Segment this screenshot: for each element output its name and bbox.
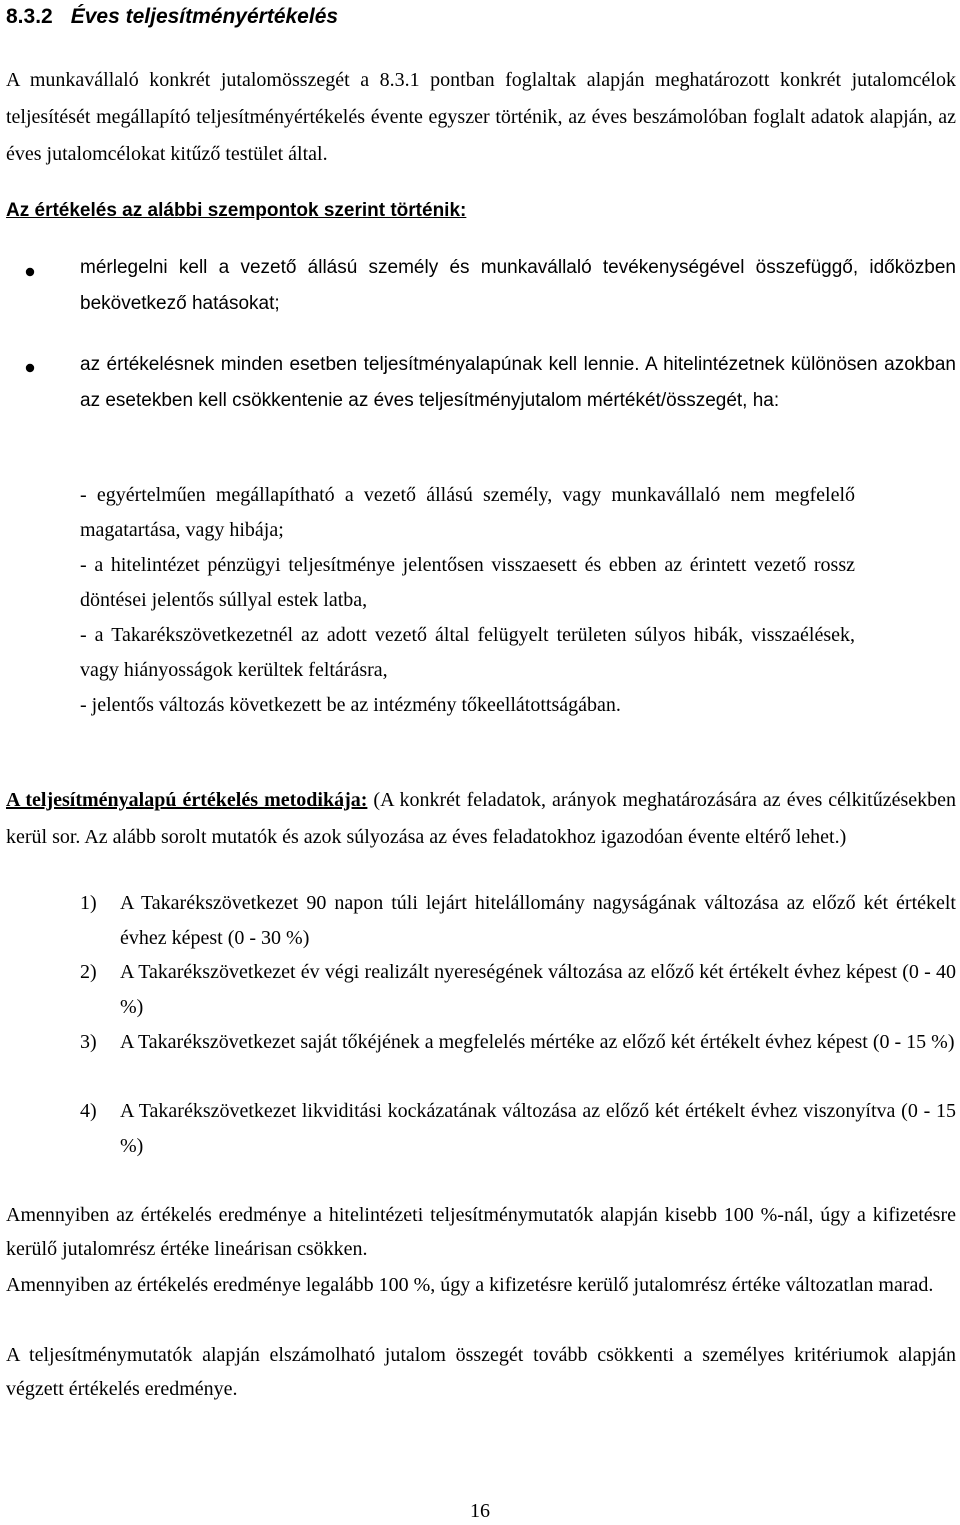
bullet-icon: [26, 364, 34, 372]
closing-paragraph-3: A teljesítménymutatók alapján elszámolható jutalom összegét tovább csökkenti a személyes kritériumok alapján végzett értékelés eredménye.: [6, 1344, 956, 1400]
dash-item-3: - a Takarékszövetkezetnél az adott vezető által felügyelt területen súlyos hibák, visszaélések, vagy hiányosságok kerültek feltárásra,: [80, 624, 855, 681]
criteria-heading: Az értékelés az alábbi szempontok szerint történik:: [6, 200, 467, 221]
intro-paragraph: A munkavállaló konkrét jutalomösszegét a 8.3.1 pontban foglaltak alapján meghatározott konkrét jutalomcélok teljesítését megállapító teljesítményértékelés évente egyszer történik, az éves beszámolóban foglalt adatok alapján, az éves jutalomcélokat kitűző testület által.: [6, 69, 956, 165]
bullet-item-2: az értékelésnek minden esetben teljesítményalapúnak kell lennie. A hitelintézetnek különösen azokban az esetekben kell csökkentenie az éves teljesítményjutalom mértékét/összegét, ha:: [80, 354, 956, 411]
methodology-text: (A konkrét feladatok, arányok meghatározására az éves célkitűzésekben kerül sor. Az alább sorolt mutatók és azok súlyozása az éves feladatokhoz igazodóan évente eltérő lehet.): [6, 789, 956, 848]
dash-item-2: - a hitelintézet pénzügyi teljesítménye jelentősen visszaesett és ebben az érintett vezető rossz döntései jelentős súllyal estek latba,: [80, 554, 855, 611]
bullet-icon: [26, 268, 34, 276]
page-number: 16: [470, 1500, 490, 1522]
numbered-item-1: 1) A Takarékszövetkezet 90 napon túli lejárt hitelállomány nagyságának változása az előző két értékelt évhez képest (0 - 30 %): [80, 892, 956, 949]
dash-item-1: - egyértelműen megállapítható a vezető állású személy, vagy munkavállaló nem megfelelő magatartása, vagy hibája;: [80, 484, 855, 541]
methodology-paragraph: [6, 782, 956, 856]
section-number: 8.3.2: [6, 5, 53, 28]
numbered-item-4: 4) A Takarékszövetkezet likviditási kockázatának változása az előző két értékelt évhez viszonyítva (0 - 15 %): [80, 1100, 956, 1157]
section-title: Éves teljesítményértékelés: [70, 5, 339, 28]
closing-paragraph-2: Amennyiben az értékelés eredménye legalább 100 %, úgy a kifizetésre kerülő jutalomrész értéke változatlan marad.: [6, 1274, 934, 1296]
section-heading: [6, 2, 338, 32]
numbered-item-2: 2) A Takarékszövetkezet év végi realizált nyereségének változása az előző két értékelt évhez képest (0 - 40 %): [80, 961, 956, 1018]
bullet-item-1: mérlegelni kell a vezető állású személy és munkavállaló tevékenységével összefüggő, időközben bekövetkező hatásokat;: [80, 257, 956, 314]
methodology-label: A teljesítményalapú értékelés metodikája:: [6, 789, 368, 811]
numbered-item-3: 3) A Takarékszövetkezet saját tőkéjének a megfelelés mértéke az előző két értékelt évhez képest (0 - 15 %): [80, 1031, 955, 1053]
dash-item-4: - jelentős változás következett be az intézmény tőkeellátottságában.: [80, 694, 621, 716]
closing-paragraph-1: Amennyiben az értékelés eredménye a hitelintézeti teljesítménymutatók alapján kisebb 100 %-nál, úgy a kifizetésre kerülő jutalomrész értéke lineárisan csökken.: [6, 1204, 956, 1260]
